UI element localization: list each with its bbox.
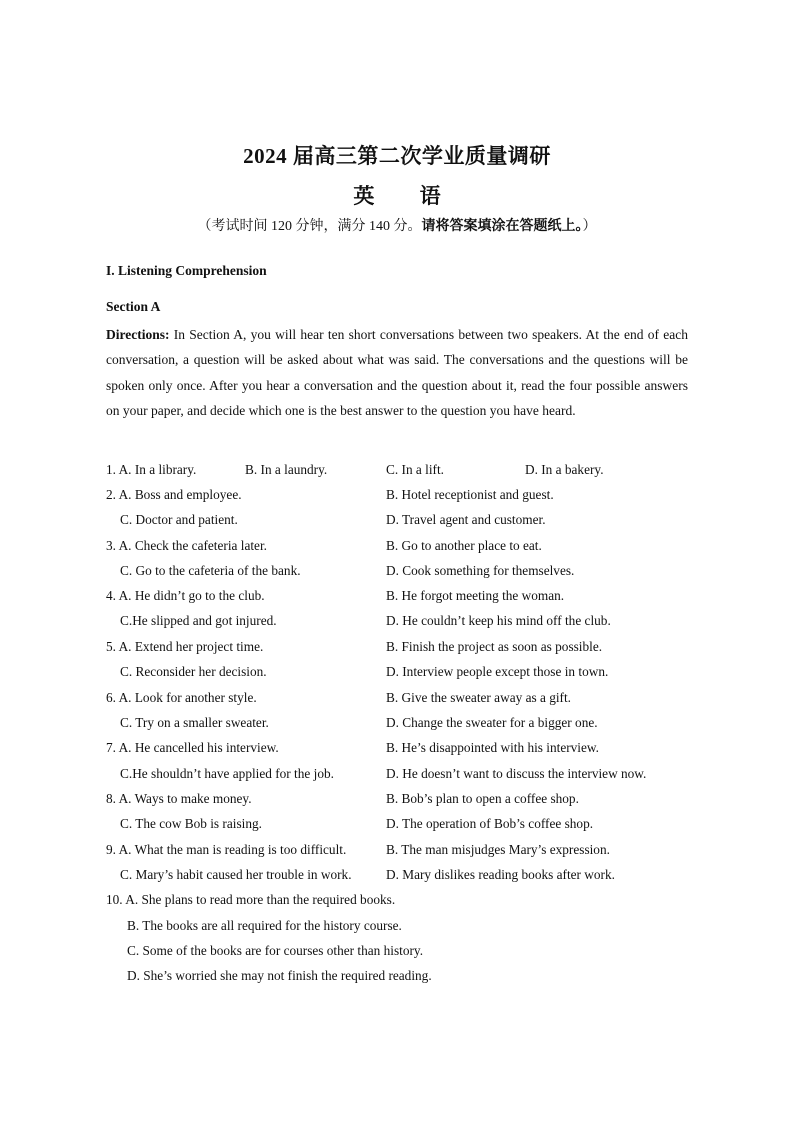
q6-option-a: 6. A. Look for another style. bbox=[106, 690, 257, 705]
q8-option-c: C. The cow Bob is raising. bbox=[120, 816, 262, 831]
exam-note bbox=[0, 215, 794, 235]
directions-label: Directions: bbox=[106, 327, 170, 342]
q7-option-d: D. He doesn’t want to discuss the interview now. bbox=[386, 766, 647, 781]
q3-option-a: 3. A. Check the cafeteria later. bbox=[106, 538, 267, 553]
q3-option-b: B. Go to another place to eat. bbox=[386, 538, 542, 553]
part-heading: I. Listening Comprehension bbox=[106, 263, 267, 278]
note-end: ） bbox=[582, 219, 597, 234]
q10-option-a: 10. A. She plans to read more than the required books. bbox=[106, 892, 396, 907]
q9-option-c: C. Mary’s habit caused her trouble in work. bbox=[120, 867, 352, 882]
q1-option-b: B. In a laundry. bbox=[245, 462, 328, 477]
note-plain: （考试时间 120 分钟，满分 140 分。 bbox=[197, 219, 422, 234]
q2-option-d: D. Travel agent and customer. bbox=[386, 512, 546, 527]
q3-option-c: C. Go to the cafeteria of the bank. bbox=[120, 563, 301, 578]
q1-option-c: C. In a lift. bbox=[386, 462, 444, 477]
q4-option-c: C.He slipped and got injured. bbox=[120, 613, 277, 628]
q9-option-b: B. The man misjudges Mary’s expression. bbox=[386, 842, 610, 857]
q10-option-c: C. Some of the books are for courses other than history. bbox=[127, 943, 424, 958]
q6-option-b: B. Give the sweater away as a gift. bbox=[386, 690, 571, 705]
exam-title: 2024 届高三第二次学业质量调研 bbox=[243, 144, 551, 168]
q4-option-d: D. He couldn’t keep his mind off the club. bbox=[386, 613, 611, 628]
q3-option-d: D. Cook something for themselves. bbox=[386, 563, 575, 578]
q5-option-a: 5. A. Extend her project time. bbox=[106, 639, 264, 654]
q7-option-b: B. He’s disappointed with his interview. bbox=[386, 740, 599, 755]
q8-option-a: 8. A. Ways to make money. bbox=[106, 791, 252, 806]
q2-option-a: 2. A. Boss and employee. bbox=[106, 487, 242, 502]
q2-option-c: C. Doctor and patient. bbox=[120, 512, 238, 527]
directions-text: In Section A, you will hear ten short conversations between two speakers. At the end of each conversation, a question will be asked about what was said. The conversations and the questions will be spoken only once. After you hear a conversation and the question about it, read the four possible answers on your paper, and decide which one is the best answer to the question you have heard. bbox=[106, 327, 688, 418]
q8-option-d: D. The operation of Bob’s coffee shop. bbox=[386, 816, 594, 831]
q6-option-c: C. Try on a smaller sweater. bbox=[120, 715, 269, 730]
q8-option-b: B. Bob’s plan to open a coffee shop. bbox=[386, 791, 579, 806]
q5-option-d: D. Interview people except those in town. bbox=[386, 664, 609, 679]
q6-option-d: D. Change the sweater for a bigger one. bbox=[386, 715, 598, 730]
q1-option-a: 1. A. In a library. bbox=[106, 462, 197, 477]
q10-option-d: D. She’s worried she may not finish the required reading. bbox=[127, 968, 432, 983]
section-heading: Section A bbox=[106, 299, 161, 314]
note-bold: 请将答案填涂在答题纸上。 bbox=[421, 219, 583, 234]
q7-option-c: C.He shouldn’t have applied for the job. bbox=[120, 766, 334, 781]
directions-paragraph bbox=[106, 322, 688, 423]
q4-option-a: 4. A. He didn’t go to the club. bbox=[106, 588, 265, 603]
q4-option-b: B. He forgot meeting the woman. bbox=[386, 588, 565, 603]
q10-option-b: B. The books are all required for the history course. bbox=[127, 918, 402, 933]
q9-option-d: D. Mary dislikes reading books after work. bbox=[386, 867, 615, 882]
q1-option-d: D. In a bakery. bbox=[525, 462, 604, 477]
q9-option-a: 9. A. What the man is reading is too difficult. bbox=[106, 842, 347, 857]
q7-option-a: 7. A. He cancelled his interview. bbox=[106, 740, 279, 755]
q2-option-b: B. Hotel receptionist and guest. bbox=[386, 487, 554, 502]
q5-option-c: C. Reconsider her decision. bbox=[120, 664, 267, 679]
subject-title: 英 语 bbox=[353, 184, 441, 208]
q5-option-b: B. Finish the project as soon as possible. bbox=[386, 639, 603, 654]
